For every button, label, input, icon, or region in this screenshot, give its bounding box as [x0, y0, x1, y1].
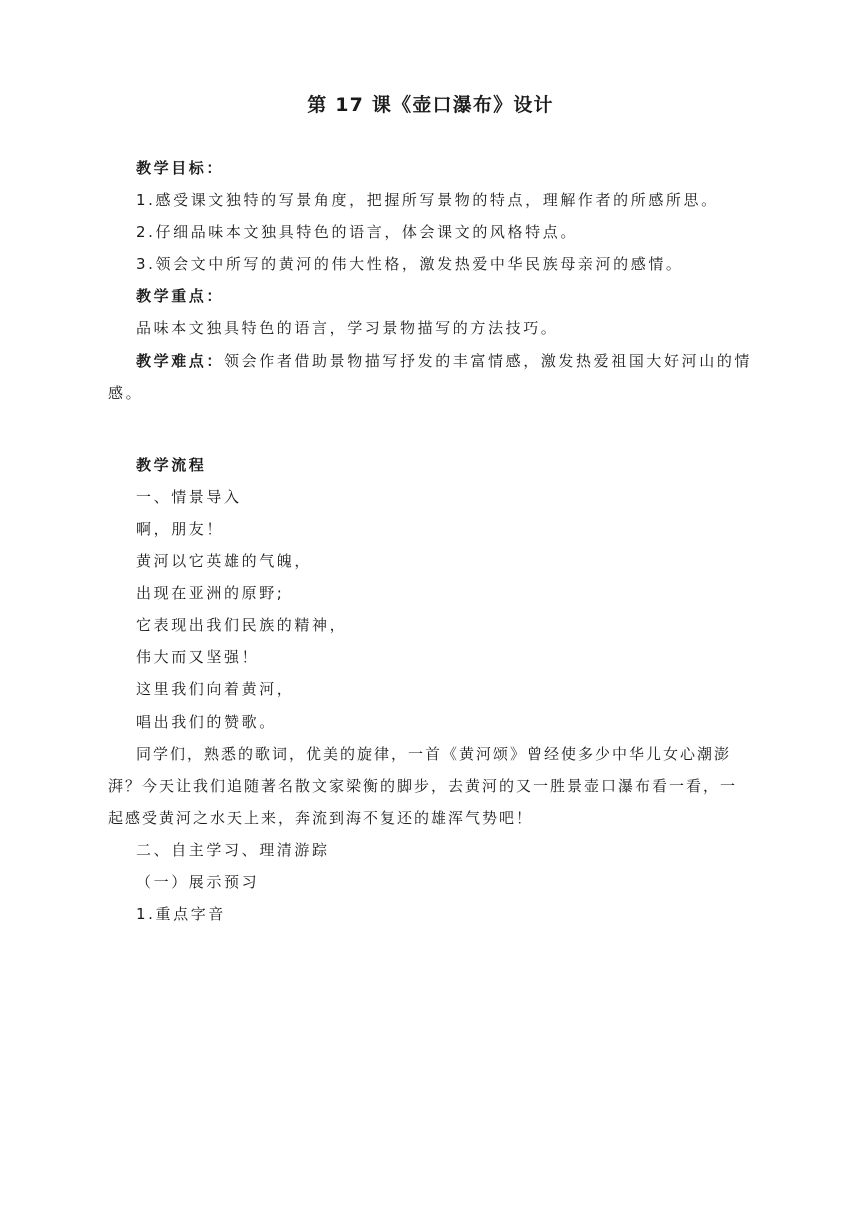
document-page: [108, 88, 753, 930]
subsection1-heading: （一）展示预习: [136, 872, 260, 891]
keypoint-heading: 教学重点：: [136, 287, 225, 306]
poem-line-5: 伟大而又坚强！: [136, 648, 260, 667]
document-title: 第 17 课《壶口瀑布》设计: [307, 94, 554, 116]
objective-item-3: 3.领会文中所写的黄河的伟大性格，激发热爱中华民族母亲河的感情。: [136, 255, 684, 274]
poem-line-1: 啊，朋友！: [136, 519, 225, 538]
objective-item-2: 2.仔细品味本文独具特色的语言，体会课文的风格特点。: [136, 223, 578, 242]
process-heading: 教学流程: [136, 455, 207, 474]
section2-heading: 二、自主学习、理清游踪: [136, 840, 330, 859]
difficulty-heading: 教学难点：: [136, 351, 225, 370]
difficulty-text: 领会作者借助景物描写抒发的丰富情感，激发热爱祖国大好河山的情感。: [108, 351, 753, 402]
section-spacer: [108, 409, 753, 449]
objectives-heading: 教学目标：: [136, 159, 225, 177]
poem-line-2: 黄河以它英雄的气魄，: [136, 552, 313, 571]
item1: 1.重点字音: [136, 905, 226, 924]
poem-line-6: 这里我们向着黄河，: [136, 680, 295, 699]
poem-line-3: 出现在亚洲的原野;: [136, 584, 285, 603]
section1-heading: 一、情景导入: [136, 487, 242, 506]
poem-line-4: 它表现出我们民族的精神，: [136, 616, 348, 635]
intro-paragraph: 同学们，熟悉的歌词，优美的旋律，一首《黄河颂》曾经使多少中华儿女心潮澎湃？今天让我们追随著名散文家梁衡的脚步，去黄河的又一胜景壶口瀑布看一看，一起感受黄河之水天上来，奔流到海不复还的雄浑气势吧！: [108, 744, 738, 827]
difficulty-paragraph: [108, 345, 753, 409]
objective-item-1: 1.感受课文独特的写景角度，把握所写景物的特点，理解作者的所感所思。: [136, 191, 719, 210]
poem-line-7: 唱出我们的赞歌。: [136, 712, 277, 731]
keypoint-text: 品味本文独具特色的语言，学习景物描写的方法技巧。: [136, 319, 559, 338]
